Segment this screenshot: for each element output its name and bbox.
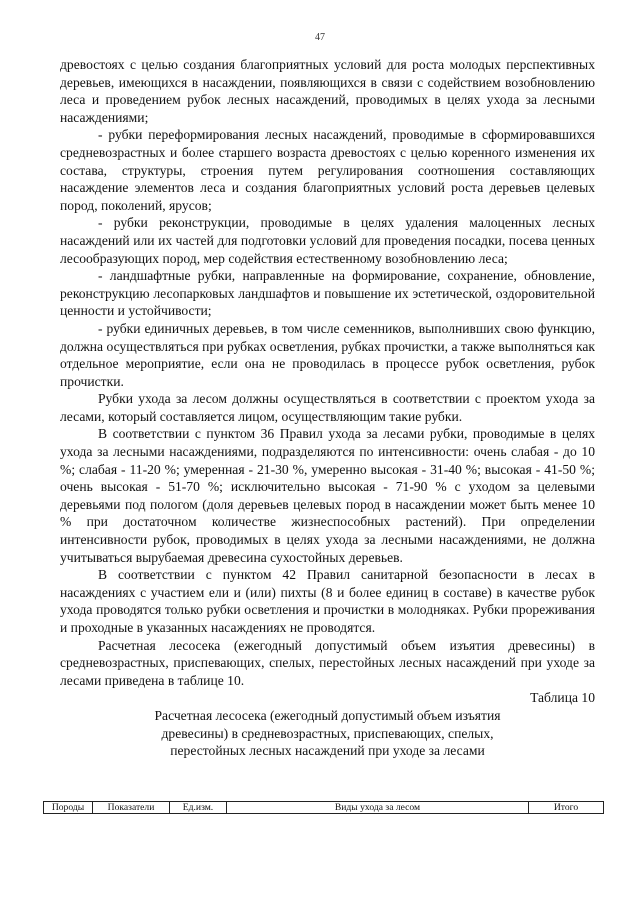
header-cell-care-types: Виды ухода за лесом (227, 802, 529, 814)
header-cell-unit: Ед.изм. (170, 802, 227, 814)
page-number: 47 (315, 32, 325, 43)
caption-line: перестойных лесных насаждений при уходе за лесами (170, 743, 485, 759)
table-caption (60, 707, 595, 760)
table-header (43, 801, 604, 814)
caption-line: Расчетная лесосека (ежегодный допустимый объем изъятия (154, 707, 501, 723)
table-label: Таблица 10 (530, 690, 595, 706)
paragraph: - рубки реконструкции, проводимые в целях удаления малоценных лесных насаждений или их частей для подготовки условий для проведения посадки, посева ценных лесообразующих пород, мер содействия естественному возобновлению леса; (60, 215, 595, 266)
paragraph: - рубки единичных деревьев, в том числе семенников, выполнивших свою функцию, должна осуществляться при рубках осветления, рубках прочистки, а также выполняться как отдельное мероприятие, если она не проводилась в процессе рубок осветления, рубок прочистки. (60, 320, 595, 389)
paragraph: - ландшафтные рубки, направленные на формирование, сохранение, обновление, реконструкцию лесопарковых ландшафтов и повышение их эстетической, оздоровительной ценности и устойчивости; (60, 268, 595, 319)
paragraph: В соответствии с пунктом 42 Правил санитарной безопасности в лесах в насаждениях с участием ели и (или) пихты (8 и более единиц в составе) в качестве рубок ухода проводятся только рубки осветления и прочистки в молодняках. Рубки прореживания и проходные в указанных насаждениях не проводятся. (60, 567, 595, 635)
paragraph: Расчетная лесосека (ежегодный допустимый объем изъятия древесины) в средневозрастных, приспевающих, спелых, перестойных лесных насаждений при уходе за лесами приведена в таблице 10. (60, 637, 595, 688)
paragraph: В соответствии с пунктом 36 Правил ухода за лесами рубки, проводимые в целях ухода за лесными насаждениями, подразделяются по интенсивности: очень слабая - до 10 %; слабая - 11-20 %; умеренная - 21-30 %, умеренно высокая - 31-40 %; высокая - 41-50 %; очень высокая - 51-70 %; исключительно высокая - 71-90 % с уходом за целевыми деревьями под пологом (доля деревьев целевых пород в насаждении может быть менее 10 % при достаточном количестве жизнеспособных растений). При определении интенсивности рубок, проводимых в целях ухода за лесными насаждениями, не должна учитываться вырубаемая древесина сухостойных деревьев. (60, 426, 595, 565)
table-header-row (44, 802, 604, 814)
paragraph: - рубки переформирования лесных насаждений, проводимые в сформировавшихся средневозрастных и более старшего возраста древостоях с целью коренного изменения их состава, структуры, строения путем регулирования соотношения составляющих насаждение элементов леса и создания благоприятных условий роста деревьев целевых пород, поколений, ярусов; (60, 127, 595, 213)
paragraph: Рубки ухода за лесом должны осуществляться в соответствии с проектом ухода за лесами, который составляется лицом, осуществляющим такие рубки. (60, 391, 595, 424)
header-cell-indicators: Показатели (93, 802, 170, 814)
document-body (60, 56, 595, 760)
caption-line: древесины) в средневозрастных, приспевающих, спелых, (161, 725, 494, 741)
header-cell-total: Итого (529, 802, 604, 814)
header-cell-species: Породы (44, 802, 93, 814)
paragraph: древостоях с целью создания благоприятных условий для роста молодых перспективных деревьев, имеющихся в насаждении, появляющихся в связи с содействием возобновлению леса и проведением рубок лесных насаждений, проводимых в целях ухода за лесными насаждениями; (60, 57, 595, 125)
